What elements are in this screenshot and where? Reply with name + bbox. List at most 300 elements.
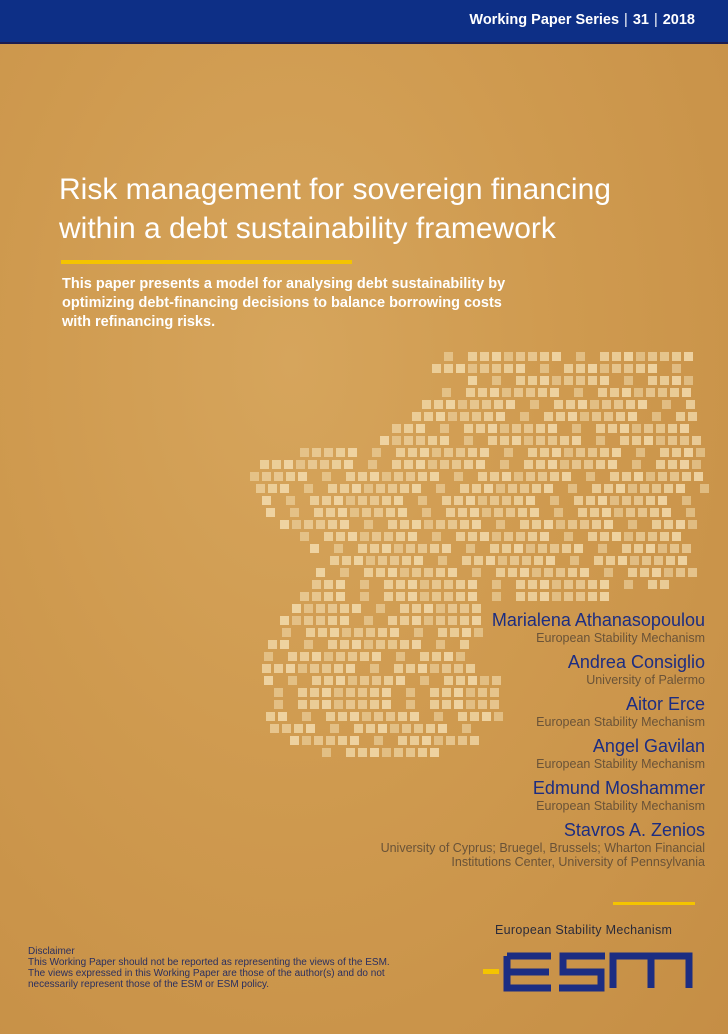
map-tile	[352, 484, 361, 493]
map-tile	[500, 436, 509, 445]
map-tile	[436, 568, 445, 577]
map-tile	[636, 364, 645, 373]
map-tile	[664, 484, 673, 493]
map-tile	[518, 508, 527, 517]
map-tile	[322, 496, 331, 505]
map-tile	[500, 460, 509, 469]
map-tile	[472, 412, 481, 421]
map-tile	[408, 448, 417, 457]
map-tile	[658, 544, 667, 553]
map-tile	[600, 364, 609, 373]
map-tile	[508, 484, 517, 493]
map-tile	[550, 388, 559, 397]
map-tile	[604, 412, 613, 421]
map-tile	[694, 472, 703, 481]
map-tile	[464, 460, 473, 469]
publisher-name: European Stability Mechanism	[495, 923, 673, 937]
author-entry	[285, 610, 705, 645]
map-tile	[626, 508, 635, 517]
map-tile	[412, 484, 421, 493]
map-tile	[544, 568, 553, 577]
map-tile	[672, 364, 681, 373]
map-tile	[620, 424, 629, 433]
map-tile	[682, 496, 691, 505]
map-tile	[516, 376, 525, 385]
map-tile	[444, 592, 453, 601]
map-tile	[538, 544, 547, 553]
map-tile	[660, 376, 669, 385]
abstract-line-1: This paper presents a model for analysing debt sustainability by	[62, 276, 506, 292]
author-entry	[285, 652, 705, 687]
map-tile	[654, 556, 663, 565]
map-tile	[280, 520, 289, 529]
map-tile	[614, 400, 623, 409]
map-tile	[564, 376, 573, 385]
map-tile	[598, 496, 607, 505]
map-tile	[424, 520, 433, 529]
map-tile	[416, 424, 425, 433]
map-tile	[660, 532, 669, 541]
map-tile	[422, 508, 431, 517]
map-tile	[340, 484, 349, 493]
map-tile	[316, 520, 325, 529]
map-tile	[514, 472, 523, 481]
map-tile	[398, 508, 407, 517]
map-tile	[370, 472, 379, 481]
map-tile	[478, 388, 487, 397]
map-tile	[562, 544, 571, 553]
map-tile	[634, 544, 643, 553]
map-tile	[642, 556, 651, 565]
title-underline	[61, 260, 352, 264]
map-tile	[360, 532, 369, 541]
map-tile	[404, 424, 413, 433]
map-tile	[480, 364, 489, 373]
map-tile	[610, 388, 619, 397]
map-tile	[442, 544, 451, 553]
map-tile	[576, 448, 585, 457]
map-tile	[504, 352, 513, 361]
map-tile	[458, 508, 467, 517]
author-entry	[285, 736, 705, 771]
map-tile	[638, 400, 647, 409]
map-tile	[686, 508, 695, 517]
map-tile	[672, 532, 681, 541]
map-tile	[466, 544, 475, 553]
map-tile	[330, 556, 339, 565]
map-tile	[444, 580, 453, 589]
map-tile	[262, 496, 271, 505]
map-tile	[652, 484, 661, 493]
map-tile	[392, 424, 401, 433]
map-tile	[508, 568, 517, 577]
map-tile	[616, 412, 625, 421]
map-tile	[406, 472, 415, 481]
map-tile	[506, 508, 515, 517]
map-tile	[664, 568, 673, 577]
series-number: 31	[632, 12, 649, 28]
map-tile	[668, 424, 677, 433]
map-tile	[560, 460, 569, 469]
map-tile	[432, 580, 441, 589]
map-tile	[552, 448, 561, 457]
separator: |	[624, 12, 628, 28]
map-tile	[612, 532, 621, 541]
map-tile	[470, 400, 479, 409]
page-title	[59, 170, 699, 248]
map-tile	[524, 460, 533, 469]
map-tile	[646, 544, 655, 553]
map-tile	[692, 436, 701, 445]
map-tile	[668, 460, 677, 469]
map-tile	[624, 532, 633, 541]
map-tile	[468, 352, 477, 361]
author-name: Stavros A. Zenios	[563, 820, 705, 840]
map-tile	[314, 508, 323, 517]
disclaimer-text: This Working Paper should not be reported as representing the views of the ESM.	[28, 957, 390, 968]
map-tile	[468, 580, 477, 589]
map-tile	[520, 484, 529, 493]
map-tile	[488, 424, 497, 433]
author-name: Edmund Moshammer	[532, 778, 705, 798]
map-tile	[626, 400, 635, 409]
map-tile	[354, 556, 363, 565]
map-tile	[528, 448, 537, 457]
map-tile	[468, 364, 477, 373]
map-tile	[528, 376, 537, 385]
map-tile	[590, 400, 599, 409]
map-tile	[528, 352, 537, 361]
map-tile	[396, 580, 405, 589]
map-tile	[342, 556, 351, 565]
map-tile	[438, 556, 447, 565]
map-tile	[568, 412, 577, 421]
map-tile	[548, 460, 557, 469]
map-tile	[536, 424, 545, 433]
map-tile	[636, 352, 645, 361]
map-tile	[536, 436, 545, 445]
map-tile	[484, 484, 493, 493]
map-tile	[472, 520, 481, 529]
map-tile	[418, 496, 427, 505]
map-tile	[358, 496, 367, 505]
map-tile	[492, 376, 501, 385]
map-tile	[312, 448, 321, 457]
map-tile	[476, 424, 485, 433]
map-tile	[602, 400, 611, 409]
map-tile	[456, 448, 465, 457]
author-affiliation: European Stability Mechanism	[536, 799, 705, 813]
author-name: Marialena Athanasopoulou	[491, 610, 705, 630]
map-tile	[454, 472, 463, 481]
map-tile	[658, 472, 667, 481]
map-tile	[376, 568, 385, 577]
map-tile	[468, 592, 477, 601]
map-tile	[308, 460, 317, 469]
author-affiliation: European Stability Mechanism	[536, 715, 705, 729]
map-tile	[296, 460, 305, 469]
map-tile	[388, 484, 397, 493]
map-tile	[630, 556, 639, 565]
map-tile	[646, 472, 655, 481]
map-tile	[396, 592, 405, 601]
map-tile	[476, 460, 485, 469]
map-tile	[662, 400, 671, 409]
map-tile	[592, 484, 601, 493]
map-tile	[396, 448, 405, 457]
map-tile	[412, 568, 421, 577]
map-tile	[604, 520, 613, 529]
map-tile	[700, 484, 709, 493]
map-tile	[340, 520, 349, 529]
map-tile	[584, 460, 593, 469]
map-tile	[264, 652, 273, 661]
map-tile	[640, 484, 649, 493]
map-tile	[676, 568, 685, 577]
map-tile	[524, 424, 533, 433]
map-tile	[268, 640, 277, 649]
map-tile	[386, 508, 395, 517]
map-tile	[540, 592, 549, 601]
map-tile	[638, 508, 647, 517]
map-tile	[496, 520, 505, 529]
map-tile	[298, 472, 307, 481]
map-tile	[470, 508, 479, 517]
map-tile	[680, 436, 689, 445]
map-tile	[576, 364, 585, 373]
map-tile	[676, 412, 685, 421]
map-tile	[494, 400, 503, 409]
map-tile	[636, 448, 645, 457]
map-tile	[492, 580, 501, 589]
map-tile	[358, 472, 367, 481]
map-tile	[444, 352, 453, 361]
map-tile	[556, 568, 565, 577]
map-tile	[502, 472, 511, 481]
map-tile	[418, 544, 427, 553]
map-tile	[680, 424, 689, 433]
map-tile	[502, 544, 511, 553]
map-tile	[646, 388, 655, 397]
map-tile	[500, 424, 509, 433]
map-tile	[448, 412, 457, 421]
map-tile	[682, 472, 691, 481]
map-tile	[530, 400, 539, 409]
map-tile	[436, 484, 445, 493]
map-tile	[400, 484, 409, 493]
map-tile	[580, 568, 589, 577]
map-tile	[646, 496, 655, 505]
map-tile	[416, 436, 425, 445]
map-tile	[444, 448, 453, 457]
map-tile	[368, 460, 377, 469]
map-tile	[622, 496, 631, 505]
map-tile	[350, 508, 359, 517]
author-affiliation: University of Cyprus; Bruegel, Brussels; Wharton Financial	[380, 841, 705, 855]
map-tile	[588, 364, 597, 373]
map-tile	[326, 508, 335, 517]
map-tile	[598, 388, 607, 397]
map-tile	[496, 484, 505, 493]
map-tile	[540, 364, 549, 373]
map-tile	[550, 496, 559, 505]
map-tile	[462, 556, 471, 565]
map-tile	[268, 484, 277, 493]
map-tile	[590, 508, 599, 517]
map-tile	[440, 460, 449, 469]
map-tile	[420, 448, 429, 457]
series-year: 2018	[662, 12, 695, 28]
map-tile	[480, 532, 489, 541]
author-entry	[285, 694, 705, 729]
map-tile	[594, 556, 603, 565]
map-tile	[528, 580, 537, 589]
map-tile	[552, 592, 561, 601]
map-tile	[496, 412, 505, 421]
map-tile	[300, 592, 309, 601]
map-tile	[428, 460, 437, 469]
map-tile	[504, 532, 513, 541]
author-entry	[285, 820, 705, 869]
map-tile	[526, 388, 535, 397]
map-tile	[378, 556, 387, 565]
map-tile	[394, 472, 403, 481]
map-tile	[424, 568, 433, 577]
map-tile	[570, 556, 579, 565]
map-tile	[634, 496, 643, 505]
map-tile	[548, 436, 557, 445]
map-tile	[600, 352, 609, 361]
map-tile	[464, 436, 473, 445]
map-tile	[684, 352, 693, 361]
map-tile	[600, 448, 609, 457]
map-tile	[548, 424, 557, 433]
map-tile	[540, 352, 549, 361]
map-tile	[420, 592, 429, 601]
map-tile	[492, 364, 501, 373]
map-tile	[574, 388, 583, 397]
disclaimer	[28, 946, 458, 990]
map-tile	[528, 532, 537, 541]
map-tile	[422, 400, 431, 409]
map-tile	[364, 484, 373, 493]
map-tile	[348, 448, 357, 457]
map-tile	[358, 544, 367, 553]
map-tile	[400, 520, 409, 529]
map-tile	[466, 496, 475, 505]
map-tile	[576, 376, 585, 385]
map-tile	[290, 508, 299, 517]
map-tile	[502, 496, 511, 505]
map-tile	[596, 424, 605, 433]
map-tile	[636, 532, 645, 541]
map-tile	[514, 544, 523, 553]
author-name: Andrea Consiglio	[567, 652, 705, 672]
map-tile	[564, 448, 573, 457]
map-tile	[676, 520, 685, 529]
map-tile	[416, 460, 425, 469]
map-tile	[624, 376, 633, 385]
map-tile	[648, 364, 657, 373]
map-tile	[286, 496, 295, 505]
map-tile	[610, 472, 619, 481]
map-tile	[544, 412, 553, 421]
map-tile	[538, 472, 547, 481]
map-tile	[266, 712, 275, 721]
map-tile	[588, 532, 597, 541]
map-tile	[436, 520, 445, 529]
map-tile	[606, 556, 615, 565]
map-tile	[564, 364, 573, 373]
map-tile	[604, 484, 613, 493]
map-tile	[436, 412, 445, 421]
map-tile	[688, 520, 697, 529]
map-tile	[480, 448, 489, 457]
map-tile	[336, 532, 345, 541]
map-tile	[660, 352, 669, 361]
map-tile	[648, 352, 657, 361]
author-affiliation: European Stability Mechanism	[536, 631, 705, 645]
map-tile	[514, 496, 523, 505]
map-tile	[364, 568, 373, 577]
map-tile	[478, 496, 487, 505]
map-tile	[652, 520, 661, 529]
map-tile	[388, 568, 397, 577]
map-tile	[668, 436, 677, 445]
map-tile	[516, 364, 525, 373]
map-tile	[588, 580, 597, 589]
map-tile	[324, 580, 333, 589]
map-tile	[504, 448, 513, 457]
map-tile	[632, 460, 641, 469]
map-tile	[432, 364, 441, 373]
map-tile	[310, 544, 319, 553]
map-tile	[496, 568, 505, 577]
map-tile	[586, 496, 595, 505]
map-tile	[408, 580, 417, 589]
map-tile	[648, 376, 657, 385]
map-tile	[640, 568, 649, 577]
map-tile	[620, 436, 629, 445]
map-tile	[664, 520, 673, 529]
map-tile	[628, 520, 637, 529]
map-tile	[316, 568, 325, 577]
map-tile	[588, 448, 597, 457]
map-tile	[380, 436, 389, 445]
author-affiliation: European Stability Mechanism	[536, 757, 705, 771]
map-tile	[264, 676, 273, 685]
map-tile	[552, 376, 561, 385]
map-tile	[560, 436, 569, 445]
map-tile	[456, 364, 465, 373]
map-tile	[382, 496, 391, 505]
map-tile	[526, 544, 535, 553]
map-tile	[684, 448, 693, 457]
map-tile	[526, 472, 535, 481]
map-tile	[514, 388, 523, 397]
map-tile	[260, 460, 269, 469]
map-tile	[578, 400, 587, 409]
map-tile	[372, 532, 381, 541]
map-tile	[478, 472, 487, 481]
map-tile	[568, 484, 577, 493]
map-tile	[408, 592, 417, 601]
map-tile	[564, 532, 573, 541]
map-tile	[374, 508, 383, 517]
map-tile	[598, 544, 607, 553]
map-tile	[360, 580, 369, 589]
map-tile	[460, 484, 469, 493]
